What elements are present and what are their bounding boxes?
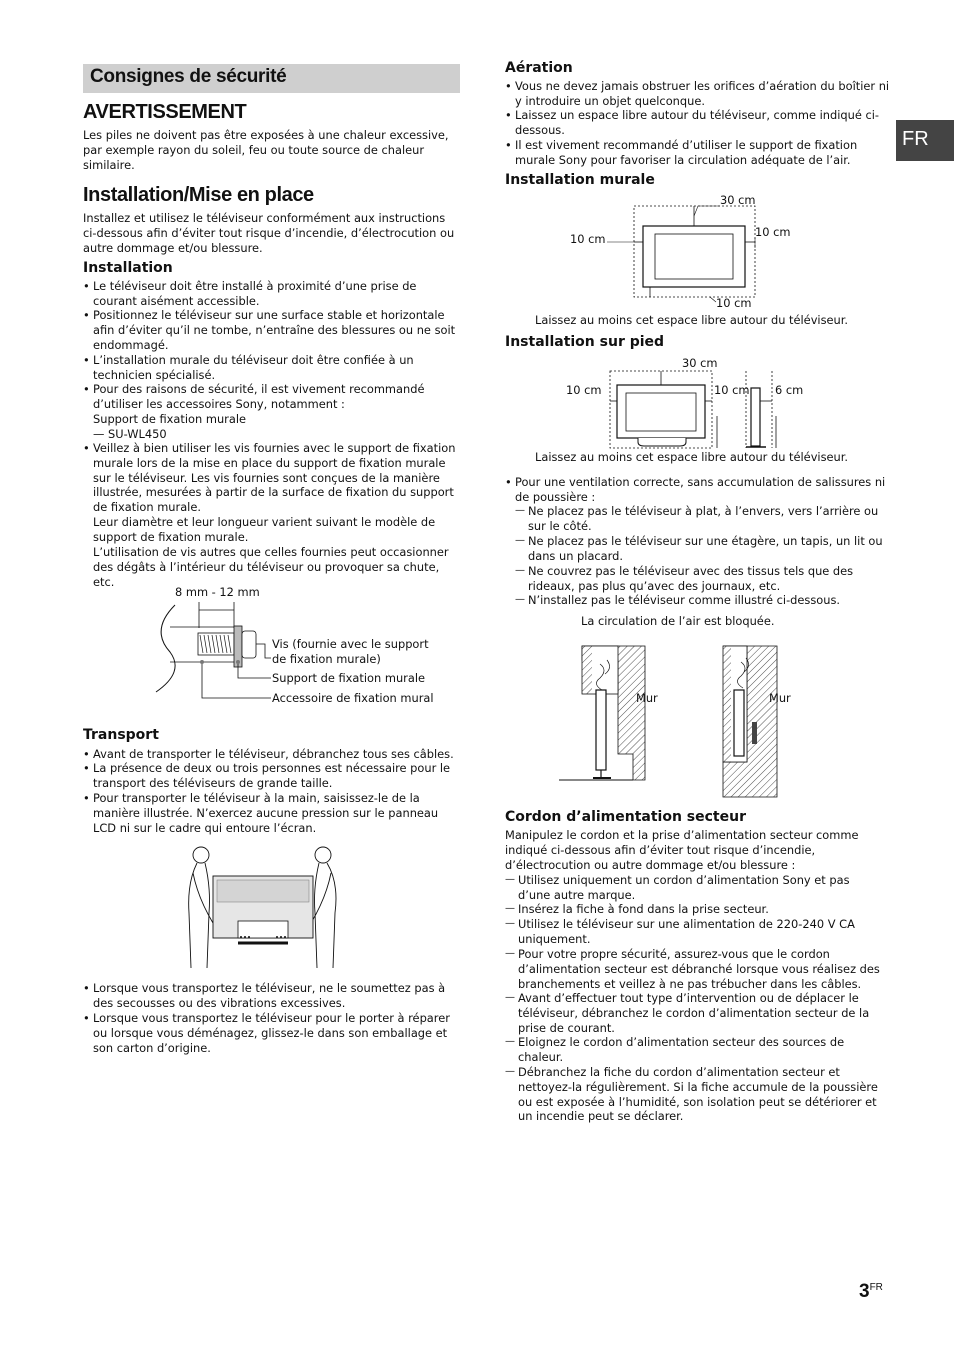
aeration-item-3: • Il est vivement recommandé d’utiliser le support de fixation murale Sony pour favoriser la circulation adéquate de l’air. [505, 138, 890, 168]
ventilation-dash-4: — N’installez pas le téléviseur comme illustré ci-dessous. [515, 593, 890, 608]
screw-label-1: Vis (fournie avec le support [272, 637, 429, 651]
install-text: Installez et utilisez le téléviseur conformément aux instructions ci-dessous afin d’éviter tout risque d’incendie, d’électrocution ou autre dommage et/ou blessure. [83, 211, 455, 255]
wall-mount-figure [560, 190, 800, 312]
stand-top-label: 30 cm [682, 356, 718, 370]
install-title: Installation/Mise en place [83, 184, 314, 206]
wall-top-label: 30 cm [720, 193, 756, 207]
transport-item-3: • Pour transporter le téléviseur à la main, saisissez-le de la manière illustrée. N’exercez aucune pression sur le panneau LCD ni sur le cadre qui entoure l’écran. [83, 791, 463, 835]
wall-right-label: 10 cm [755, 225, 791, 239]
installation-heading: Installation [83, 260, 173, 276]
installation-item-2: • Positionnez le téléviseur sur une surface stable et horizontale afin d’éviter qu’il ne tombe, n’entraîne des blessures ou ne soit endommagé. [83, 308, 460, 352]
page-number-suffix: FR [869, 1282, 883, 1293]
wall-left-label: 10 cm [570, 232, 606, 246]
power-dash-1: — Utilisez uniquement un cordon d’alimentation Sony et pas d’une autre marque. [505, 873, 883, 903]
installation-item-5: • Veillez à bien utiliser les vis fournies avec le support de fixation murale lors de la mise en place du support de fixation murale sur le téléviseur. Les vis fournies sont conçues de la manière illustrée, mesurées à partir de la surface de fixation du support de fixation murale. [83, 441, 465, 515]
installation-item-3: • L’installation murale du téléviseur doit être confiée à un technicien spécialisé. [83, 353, 460, 383]
ventilation-dash-2: — Ne placez pas le téléviseur sur une étagère, un tapis, un lit ou dans un placard. [515, 534, 890, 564]
power-dash-7: — Débranchez la fiche du cordon d’alimentation secteur et nettoyez-la régulièrement. Si la fiche accumule de la poussière ou est exposée à l’humidité, son isolation peut se détériorer et un incendie peut se déclarer. [505, 1065, 893, 1124]
blocked-wall-left: Mur [636, 691, 658, 705]
power-text: Manipulez le cordon et la prise d’alimentation secteur comme indiqué ci-dessous afin d’éviter tout risque d’incendie, d’électrocution ou autre dommage et/ou blessure : [505, 828, 859, 872]
power-heading: Cordon d’alimentation secteur [505, 809, 746, 825]
power-dash-5: — Avant d’effectuer tout type d’intervention ou de déplacer le téléviseur, débranchez le cordon d’alimentation secteur de la prise de courant. [505, 991, 883, 1035]
power-dash-3: — Utilisez le téléviseur sur une alimentation de 220-240 V CA uniquement. [505, 917, 883, 947]
ventilation-item: • Pour une ventilation correcte, sans accumulation de salissures ni de poussière : [505, 475, 890, 505]
stand-left-label: 10 cm [566, 383, 602, 397]
language-tab-label: FR [902, 128, 929, 150]
wall-heading: Installation murale [505, 172, 655, 188]
screw-note-2: L’utilisation de vis autres que celles fournies peut occasionner des dégâts à l’intérieur du téléviseur ou provoquer sa chute, etc. [93, 545, 449, 589]
stand-heading: Installation sur pied [505, 334, 665, 350]
blocked-caption: La circulation de l’air est bloquée. [581, 614, 775, 628]
transport-item-5: • Lorsque vous transportez le téléviseur pour le porter à réparer ou lorsque vous déménagez, glissez-le dans son emballage et son carton d’origine. [83, 1011, 463, 1055]
ventilation-dash-1: — Ne placez pas le téléviseur à plat, à l’envers, vers l’arrière ou sur le côté. [515, 504, 890, 534]
accessory-label: Accessoire de fixation mural [272, 691, 434, 705]
section-title: Consignes de sécurité [90, 66, 287, 87]
stand-right-label: 10 cm [714, 383, 750, 397]
power-dash-4: — Pour votre propre sécurité, assurez-vous que le cordon d’alimentation secteur est débranché lorsque vous réalisez des branchements et veillez à ne pas trébucher dans les câbles. [505, 947, 893, 991]
page-number-value: 3 [859, 1281, 870, 1302]
screw-label-2: de fixation murale) [272, 652, 381, 666]
screw-dimension: 8 mm - 12 mm [175, 585, 260, 599]
transport-item-4: • Lorsque vous transportez le téléviseur, ne le soumettez pas à des secousses ou des vibrations excessives. [83, 981, 463, 1011]
carrying-illustration [183, 843, 343, 973]
blocked-air-figure [555, 612, 815, 804]
accessory-line-2: — SU-WL450 [93, 427, 167, 441]
screw-figure [150, 580, 450, 705]
wall-caption: Laissez au moins cet espace libre autour du téléviseur. [535, 313, 849, 327]
installation-item-4: • Pour des raisons de sécurité, il est vivement recommandé d’utiliser les accessoires Sony, notamment : [83, 382, 460, 412]
accessory-line-1: Support de fixation murale [93, 412, 246, 426]
transport-heading: Transport [83, 727, 159, 743]
aeration-item-2: • Laissez un espace libre autour du téléviseur, comme indiqué ci-dessous. [505, 108, 890, 138]
transport-item-1: • Avant de transporter le téléviseur, débranchez tous ses câbles. [83, 747, 463, 762]
aeration-item-1: • Vous ne devez jamais obstruer les orifices d’aération du boîtier ni y introduire un objet quelconque. [505, 79, 890, 109]
stand-figure [560, 354, 820, 454]
warning-title: AVERTISSEMENT [83, 101, 247, 123]
language-tab [896, 120, 954, 161]
installation-item-1: • Le téléviseur doit être installé à proximité d’une prise de courant aisément accessible. [83, 279, 460, 309]
stand-back-label: 6 cm [775, 383, 804, 397]
warning-text: Les piles ne doivent pas être exposées à une chaleur excessive, par exemple rayon du soleil, feu ou toute source de chaleur similaire. [83, 128, 449, 172]
power-dash-2: — Insérez la fiche à fond dans la prise secteur. [505, 902, 883, 917]
screw-note-1: Leur diamètre et leur longueur varient suivant le modèle de support de fixation murale. [93, 515, 436, 544]
section-title-bar [83, 64, 460, 93]
transport-item-2: • La présence de deux ou trois personnes est nécessaire pour le transport des téléviseurs de grande taille. [83, 761, 463, 791]
page-number [859, 1281, 883, 1303]
bracket-label: Support de fixation murale [272, 671, 425, 685]
aeration-heading: Aération [505, 60, 573, 76]
wall-bottom-label: 10 cm [716, 296, 752, 310]
ventilation-dash-3: — Ne couvrez pas le téléviseur avec des tissus tels que des rideaux, pas plus qu’avec des journaux, etc. [515, 564, 890, 594]
blocked-wall-right: Mur [769, 691, 791, 705]
power-dash-6: — Eloignez le cordon d’alimentation secteur des sources de chaleur. [505, 1035, 883, 1065]
stand-caption: Laissez au moins cet espace libre autour du téléviseur. [535, 450, 849, 464]
